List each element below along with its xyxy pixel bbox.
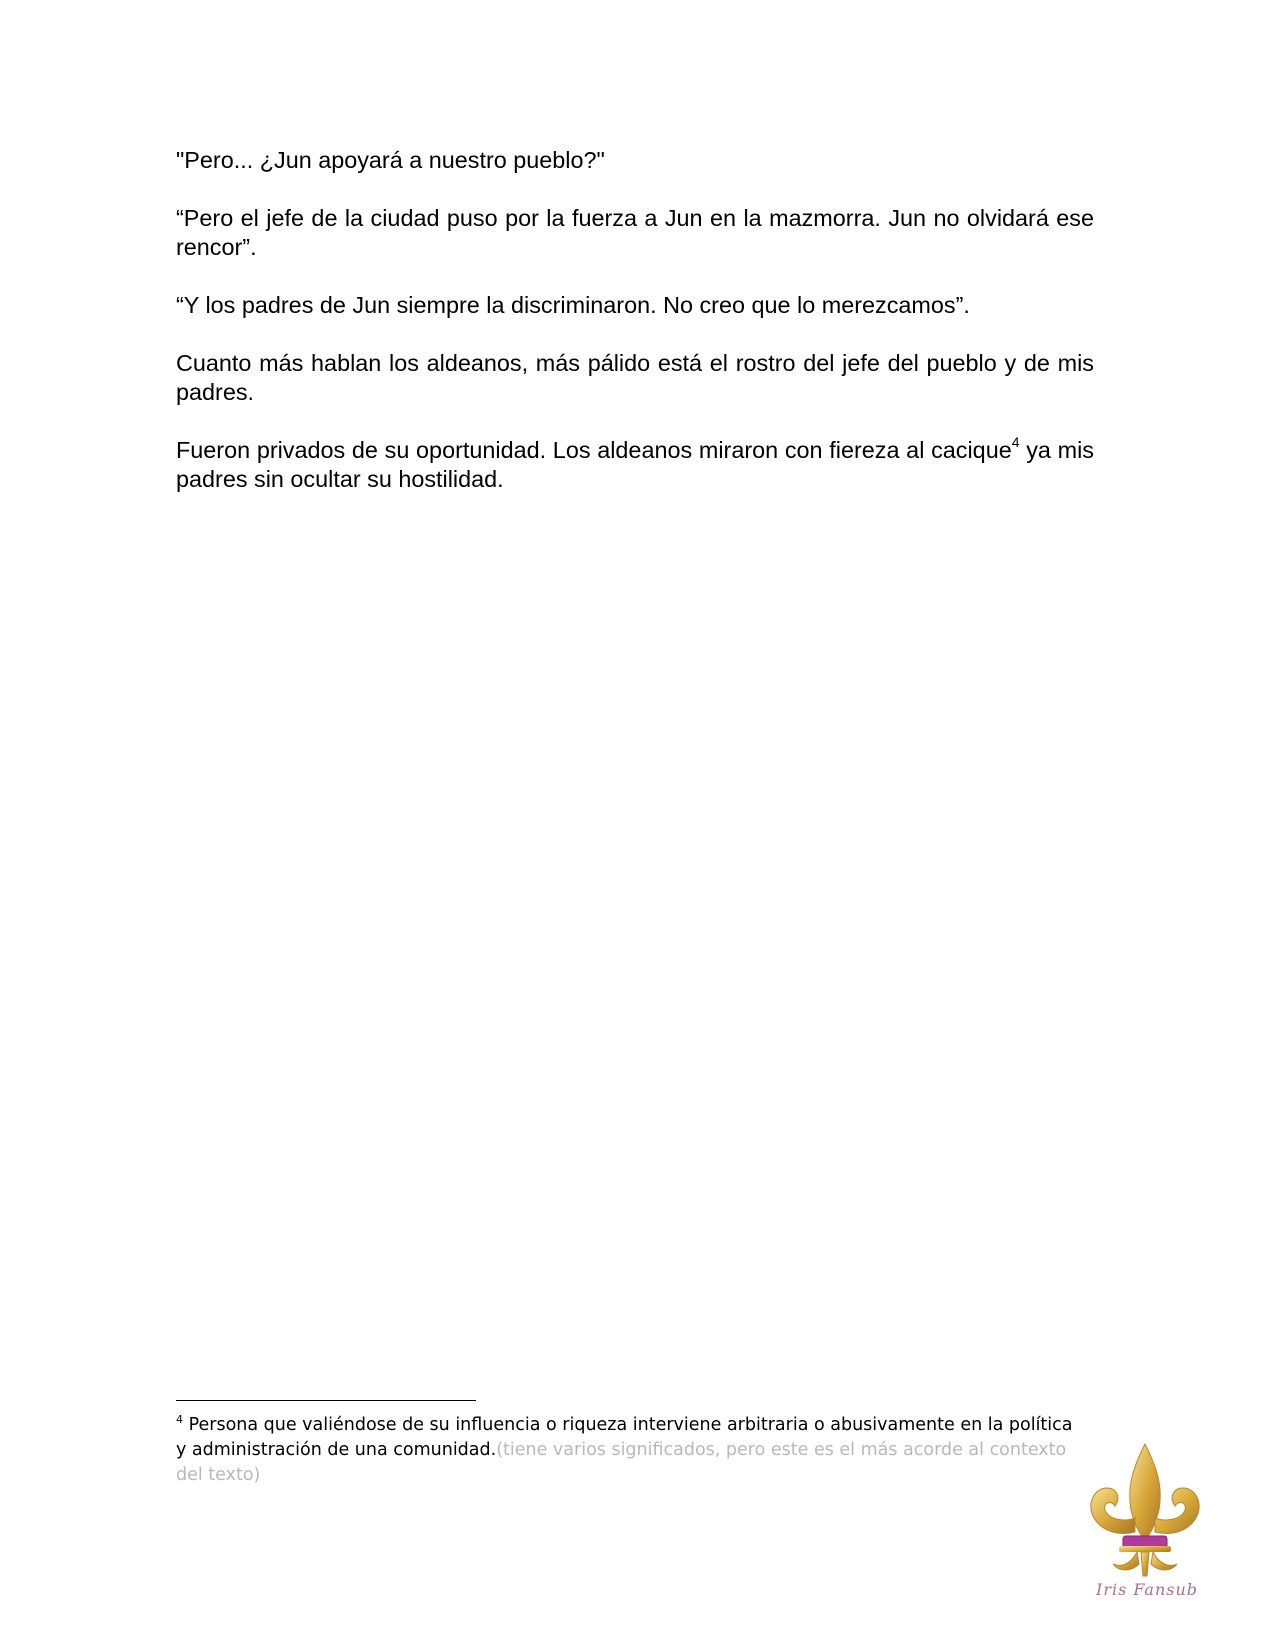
logo-signature: Iris Fansub	[1096, 1580, 1198, 1599]
paragraph-text-after-ref: ya mis padres sin ocultar su hostilidad.	[176, 437, 1094, 492]
paragraph-1	[176, 146, 1094, 175]
paragraph-3	[176, 291, 1094, 320]
paragraph-text-before-ref: Fueron privados de su oportunidad. Los aldeanos miraron con fiereza al cacique	[176, 437, 1012, 463]
paragraph-4	[176, 349, 1094, 407]
paragraph-text: “Y los padres de Jun siempre la discriminaron. No creo que lo merezcamos”.	[176, 292, 970, 318]
paragraph-text: Cuanto más hablan los aldeanos, más pálido está el rostro del jefe del pueblo y de mis padres.	[176, 350, 1094, 405]
footnote-number: 4	[176, 1413, 183, 1427]
paragraph-2	[176, 204, 1094, 262]
footnote-reference[interactable]: 4	[1011, 434, 1020, 451]
body-text	[176, 146, 1094, 523]
footnote	[176, 1413, 1076, 1488]
footnote-text: Persona que valiéndose de su influencia o riqueza interviene arbitraria o abusivamente en la política y administración de una comunidad.	[176, 1415, 1073, 1460]
footnote-separator	[176, 1400, 476, 1401]
paragraph-5	[176, 436, 1094, 494]
paragraph-text: "Pero... ¿Jun apoyará a nuestro pueblo?"	[176, 147, 605, 173]
footnote-translator-note: (tiene varios significados, pero este es el más acorde al contexto del texto)	[176, 1440, 1067, 1485]
paragraph-text: “Pero el jefe de la ciudad puso por la fuerza a Jun en la mazmorra. Jun no olvidará ese rencor”.	[176, 205, 1094, 260]
